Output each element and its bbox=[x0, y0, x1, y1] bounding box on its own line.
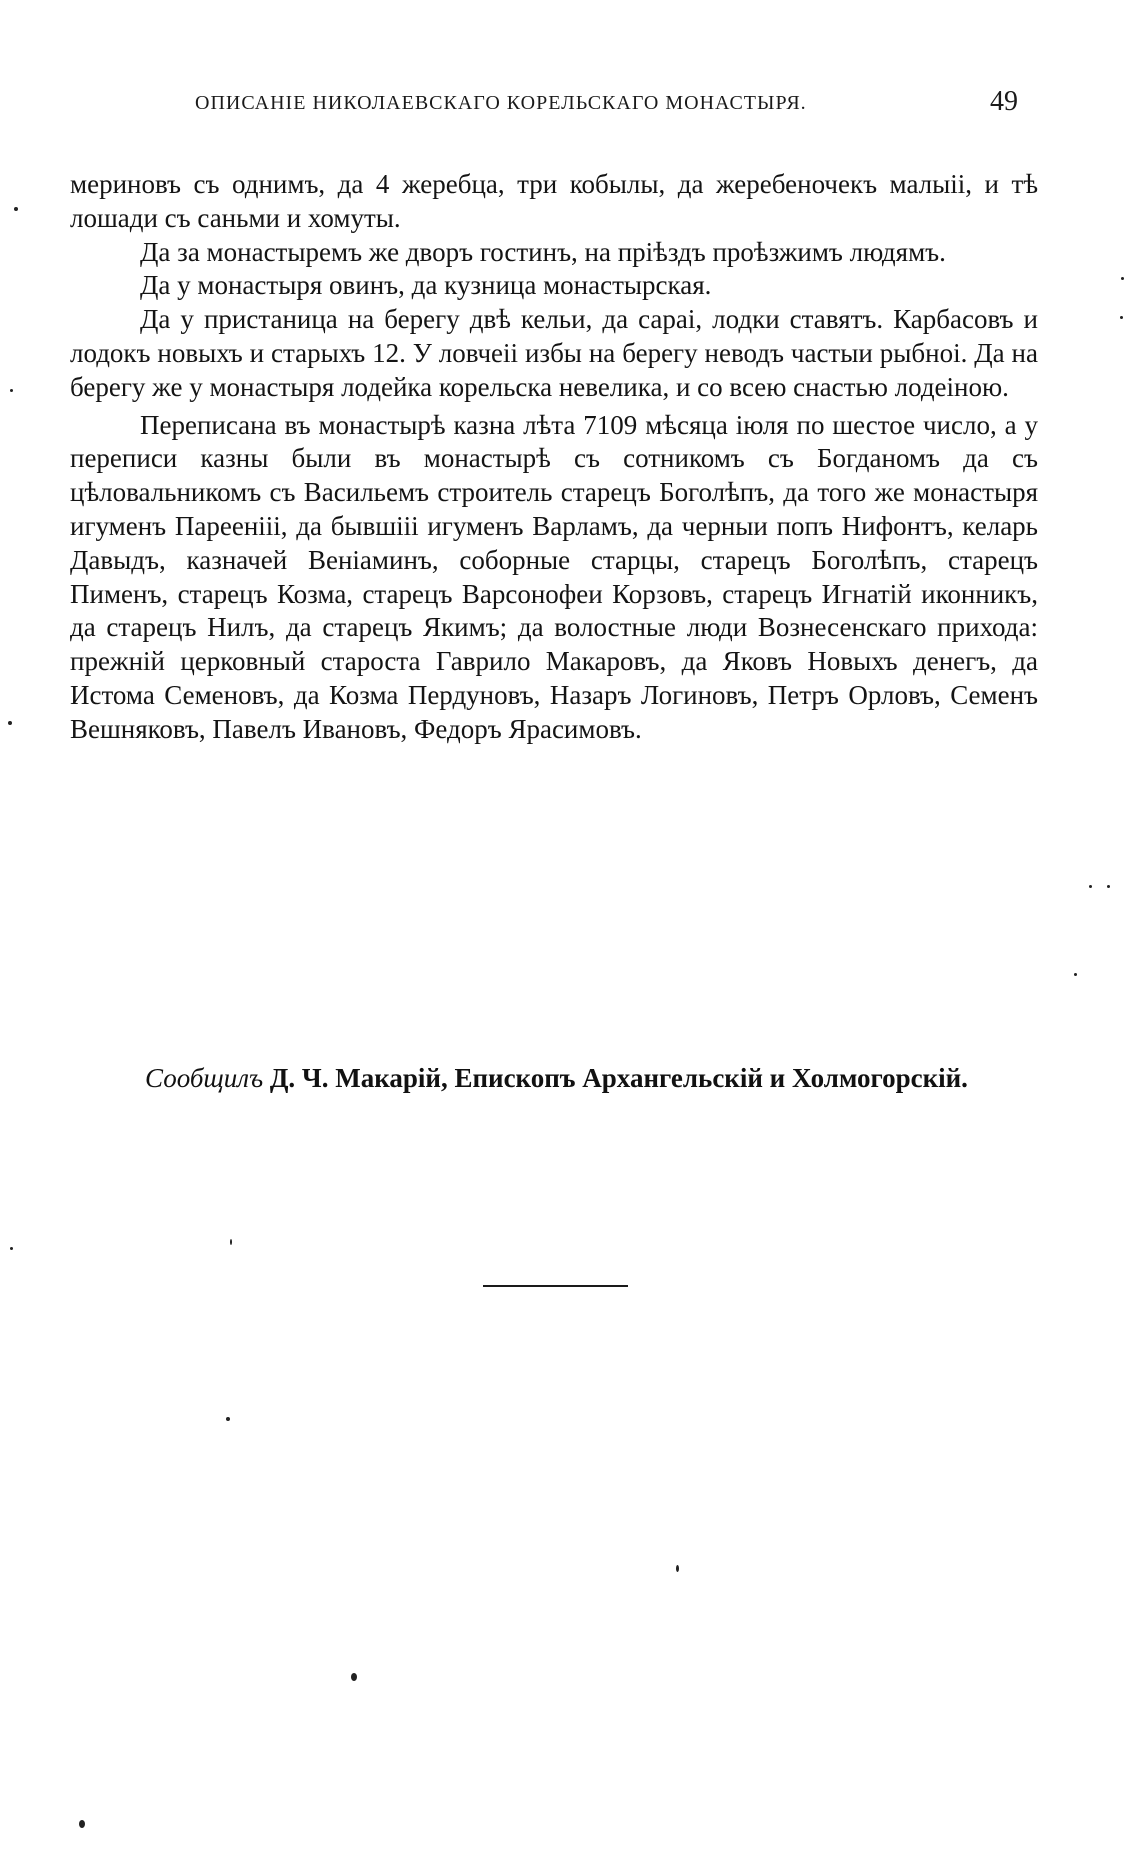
paragraph: Да у пристаница на берегу двѣ кельи, да сараі, лодки ставятъ. Карбасовъ и лодокъ новыхъ и старыхъ 12. У ловчеіі избы на берегу неводъ частыи рыбноі. Да на берегу же у монастыря лодейка корельска невелика, и со всею снастью лодеіною. bbox=[70, 304, 1038, 402]
running-title: ОПИСАНІЕ НИКОЛАЕВСКАГО КОРЕЛЬСКАГО МОНАСТЫРЯ. bbox=[195, 92, 807, 114]
signature-lead: Сообщилъ bbox=[145, 1063, 264, 1093]
scan-speck bbox=[8, 721, 12, 725]
page-number: 49 bbox=[990, 86, 1018, 117]
signature-line bbox=[145, 1063, 1045, 1094]
paragraph: Да у монастыря овинъ, да кузница монастырская. bbox=[140, 270, 712, 301]
paragraph: Да за монастыремъ же дворъ гостинъ, на пріѣздъ проѣзжимъ людямъ. bbox=[140, 236, 946, 267]
scan-speck bbox=[10, 389, 13, 392]
scan-speck bbox=[230, 1239, 232, 1245]
scan-speck bbox=[351, 1673, 357, 1681]
signature-name: Д. Ч. Макарій, Епископъ Архангельскій и Холмогорскій. bbox=[269, 1063, 968, 1093]
scan-speck bbox=[676, 1565, 679, 1572]
scan-speck bbox=[14, 207, 18, 211]
scan-speck bbox=[1120, 316, 1123, 319]
scan-speck bbox=[10, 1247, 13, 1250]
end-rule bbox=[483, 1285, 628, 1287]
scan-speck bbox=[1074, 973, 1077, 976]
scan-speck bbox=[79, 1820, 85, 1828]
body-text bbox=[70, 168, 1038, 747]
paragraph: Переписана въ монастырѣ казна лѣта 7109 мѣсяца іюля по шестое число, а у переписи казны были въ монастырѣ съ сотникомъ съ Богданомъ да съ цѣловальникомъ съ Васильемъ строитель старецъ Боголѣпъ, да того же монастыря игуменъ Пареенііі, да бывшііі игуменъ Варламъ, да черныи попъ Нифонтъ, келарь Давыдъ, казначей Веніаминъ, соборные старцы, старецъ Боголѣпъ, старецъ Пименъ, старецъ Козма, старецъ Варсонофеи Корзовъ, старецъ Игнатій иконникъ, да старецъ Нилъ, да старецъ Якимъ; да волостные люди Вознесенскаго прихода: прежній церковный староста Гаврило Макаровъ, да Яковъ Новыхъ денегъ, да Истома Семеновъ, да Козма Пердуновъ, Назаръ Логиновъ, Петръ Орловъ, Семенъ Вешняковъ, Павелъ Ивановъ, Федоръ Ярасимовъ. bbox=[70, 409, 1038, 744]
scan-speck bbox=[1089, 885, 1092, 888]
scan-speck bbox=[1107, 885, 1110, 888]
scan-speck bbox=[1121, 277, 1124, 280]
scan-speck bbox=[226, 1417, 230, 1421]
paragraph: мериновъ съ однимъ, да 4 жеребца, три кобылы, да жеребеночекъ малыіі, и тѣ лошади съ саньми и хомуты. bbox=[70, 169, 1038, 233]
